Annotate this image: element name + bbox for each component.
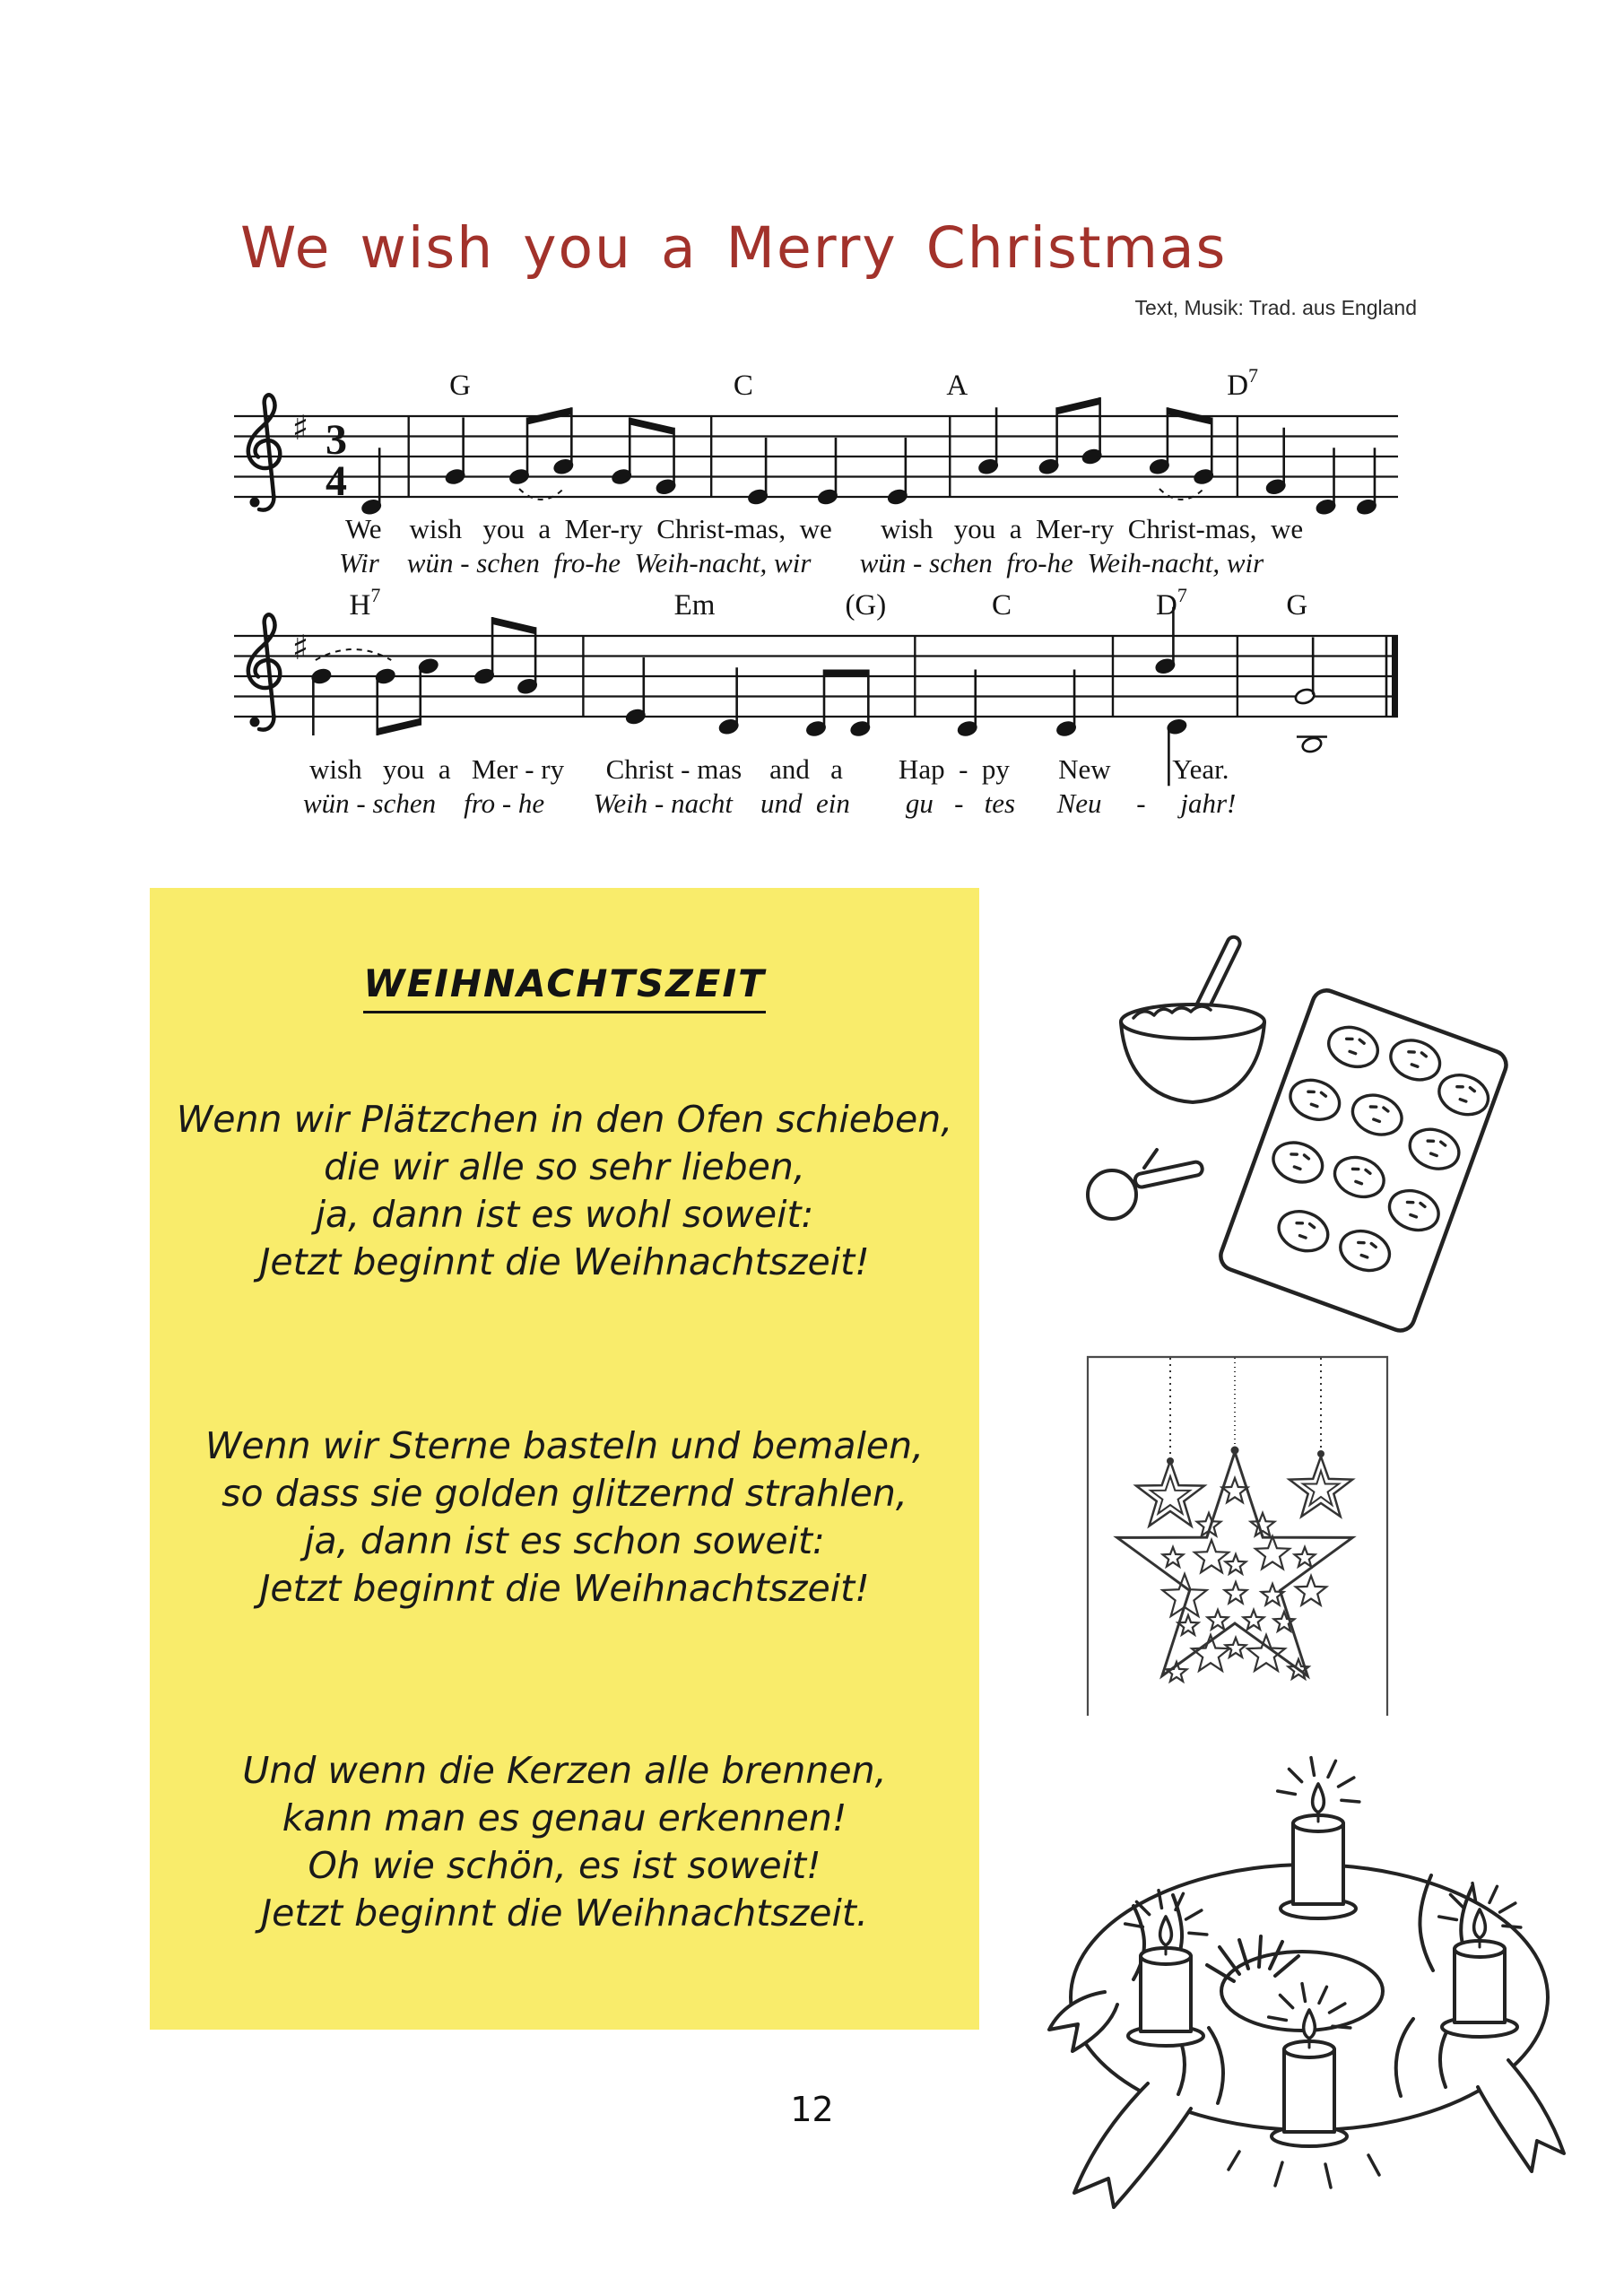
svg-text:D7: $D^7$ bbox=[1156, 584, 1187, 622]
poem-line: Wenn wir Plätzchen in den Ofen schieben, bbox=[176, 1098, 953, 1141]
poem-line: Wenn wir Sterne basteln und bemalen, bbox=[204, 1424, 925, 1467]
lyrics-german-line-1: Wir wün - schen fro-he Weih-nacht, wir wün - schen fro-he Weih-nacht, wir bbox=[339, 547, 1264, 578]
svg-text:G: G bbox=[1286, 589, 1308, 622]
svg-text:3: 3 bbox=[326, 416, 347, 464]
svg-text:G: G bbox=[449, 370, 471, 402]
page-title: We wish you a Merry Christmas bbox=[240, 215, 1228, 281]
poem-line: Und wenn die Kerzen alle brennen, bbox=[242, 1749, 887, 1792]
svg-text:C: C bbox=[733, 370, 753, 402]
poem-line: Jetzt beginnt die Weihnachtszeit! bbox=[259, 1567, 870, 1610]
svg-text:H7: $H^7$ bbox=[349, 584, 381, 622]
advent-wreath-illustration bbox=[1013, 1709, 1587, 2211]
lyrics-english-line-1: We wish you a Mer-ry Christ-mas, we wish you a Mer-ry Christ-mas, we bbox=[345, 513, 1304, 544]
poem-line: die wir alle so sehr lieben, bbox=[324, 1145, 805, 1188]
poem-line: Oh wie schön, es ist soweit! bbox=[308, 1844, 821, 1887]
svg-text:C: C bbox=[991, 589, 1012, 622]
svg-text:♯: ♯ bbox=[291, 408, 309, 448]
lyrics-english-line-2: wish you a Mer - ry Christ - mas and a Hap - py New Year. bbox=[309, 753, 1229, 785]
poem-line: Jetzt beginnt die Weihnachtszeit! bbox=[259, 1240, 870, 1283]
poem-line: so dass sie golden glitzernd strahlen, bbox=[221, 1472, 908, 1515]
cookie-baking-illustration bbox=[1058, 933, 1542, 1336]
svg-text:♯: ♯ bbox=[291, 628, 309, 667]
poem-line: ja, dann ist es wohl soweit: bbox=[315, 1193, 814, 1236]
poem-line: Jetzt beginnt die Weihnachtszeit. bbox=[261, 1892, 868, 1935]
svg-text:Em: Em bbox=[673, 589, 716, 622]
star-ornaments-illustration bbox=[1081, 1350, 1394, 1718]
credit-line: Text, Musik: Trad. aus England bbox=[1134, 296, 1417, 319]
lyrics-german-line-2: wün - schen fro - he Weih - nacht und ein gu - tes Neu - jahr! bbox=[303, 787, 1237, 819]
poem-stanza-1 bbox=[150, 1096, 979, 1286]
poem-line: kann man es genau erkennen! bbox=[282, 1796, 847, 1839]
poem-box bbox=[150, 888, 979, 2030]
page-number: 12 bbox=[790, 2090, 834, 2129]
svg-text:D7: $D^7$ bbox=[1227, 364, 1259, 402]
poem-stanza-2 bbox=[150, 1422, 979, 1613]
poem-title: WEIHNACHTSZEIT bbox=[363, 961, 765, 1013]
poem-stanza-3 bbox=[150, 1747, 979, 1937]
svg-text:(G): (G) bbox=[845, 589, 887, 622]
scoop-icon bbox=[1088, 1170, 1136, 1219]
svg-text:4: 4 bbox=[326, 457, 347, 505]
poem-line: ja, dann ist es schon soweit: bbox=[304, 1519, 825, 1562]
svg-text:A: A bbox=[946, 370, 968, 402]
